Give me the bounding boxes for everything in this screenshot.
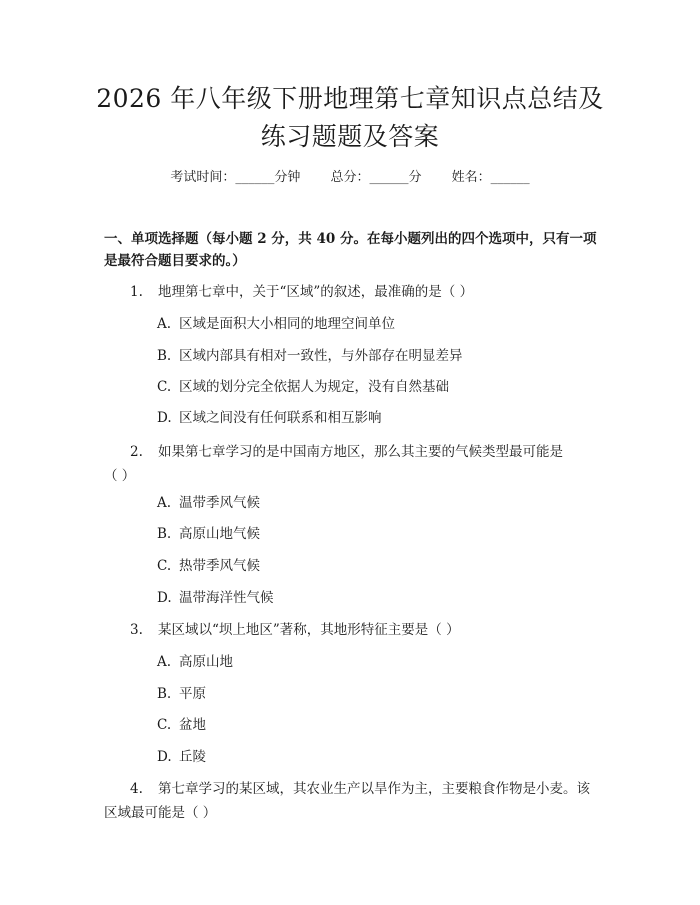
question-4 — [104, 777, 604, 825]
option-letter: C. — [157, 558, 172, 574]
document-title — [60, 80, 640, 156]
exam-total-score: 总分：______分 — [330, 170, 422, 185]
section-heading-line-2: 是最符合题目要求的。） — [104, 253, 246, 269]
question-text: 第七章学习的某区域，其农业生产以旱作为主，主要粮食作物是小麦。该 — [158, 781, 590, 797]
option-letter: B. — [157, 348, 172, 364]
option-letter: B. — [157, 526, 172, 542]
option-letter: D. — [157, 410, 172, 426]
option-text: 热带季风气候 — [179, 558, 260, 574]
question-3 — [104, 618, 604, 642]
section-heading-line-1: 一、单项选择题（每小题 2 分，共 40 分。在每小题列出的四个选项中，只有一项 — [104, 231, 597, 247]
question-3-option-c — [157, 715, 597, 735]
question-2-option-a — [157, 493, 597, 513]
option-text: 区域内部具有相对一致性，与外部存在明显差异 — [179, 348, 463, 364]
title-line-2: 练习题题及答案 — [260, 122, 440, 151]
question-text: 某区域以“坝上地区”著称，其地形特征主要是（ ） — [158, 622, 460, 638]
question-text: 如果第七章学习的是中国南方地区，那么其主要的气候类型最可能是 — [158, 444, 563, 460]
option-letter: C. — [157, 379, 172, 395]
exam-meta — [0, 168, 700, 188]
option-text: 平原 — [179, 686, 206, 702]
option-letter: C. — [157, 717, 172, 733]
question-3-option-d — [157, 747, 597, 767]
exam-time: 考试时间：______分钟 — [170, 170, 301, 185]
option-text: 区域是面积大小相同的地理空间单位 — [179, 316, 395, 332]
question-2-option-d — [157, 588, 597, 608]
section-heading — [104, 228, 604, 272]
option-text: 盆地 — [179, 717, 206, 733]
question-1-option-a — [157, 314, 597, 334]
option-text: 区域之间没有任何联系和相互影响 — [179, 410, 382, 426]
question-number: 4. — [130, 781, 143, 797]
option-text: 高原山地气候 — [179, 526, 260, 542]
question-1-option-b — [157, 346, 597, 366]
title-line-1: 2026 年八年级下册地理第七章知识点总结及 — [96, 84, 604, 113]
option-letter: A. — [157, 495, 172, 511]
question-text-continued: 区域最可能是（ ） — [104, 805, 217, 821]
question-1-option-d — [157, 408, 597, 428]
option-text: 温带季风气候 — [179, 495, 260, 511]
question-text-continued: （ ） — [104, 468, 136, 484]
question-2-option-c — [157, 556, 597, 576]
option-letter: A. — [157, 316, 172, 332]
question-3-option-a — [157, 652, 597, 672]
option-letter: A. — [157, 654, 172, 670]
question-number: 3. — [130, 622, 143, 638]
option-letter: B. — [157, 686, 172, 702]
option-text: 温带海洋性气候 — [179, 590, 274, 606]
question-2-option-b — [157, 524, 597, 544]
option-text: 丘陵 — [179, 749, 206, 765]
question-number: 1. — [130, 284, 143, 300]
student-name: 姓名：______ — [451, 170, 530, 185]
question-number: 2. — [130, 444, 143, 460]
question-text: 地理第七章中，关于“区域”的叙述，最准确的是（ ） — [158, 284, 474, 300]
question-2 — [104, 440, 604, 488]
option-text: 区域的划分完全依据人为规定，没有自然基础 — [179, 379, 449, 395]
question-1-option-c — [157, 377, 597, 397]
option-letter: D. — [157, 749, 172, 765]
option-text: 高原山地 — [179, 654, 233, 670]
question-3-option-b — [157, 684, 597, 704]
question-1 — [104, 280, 604, 304]
option-letter: D. — [157, 590, 172, 606]
